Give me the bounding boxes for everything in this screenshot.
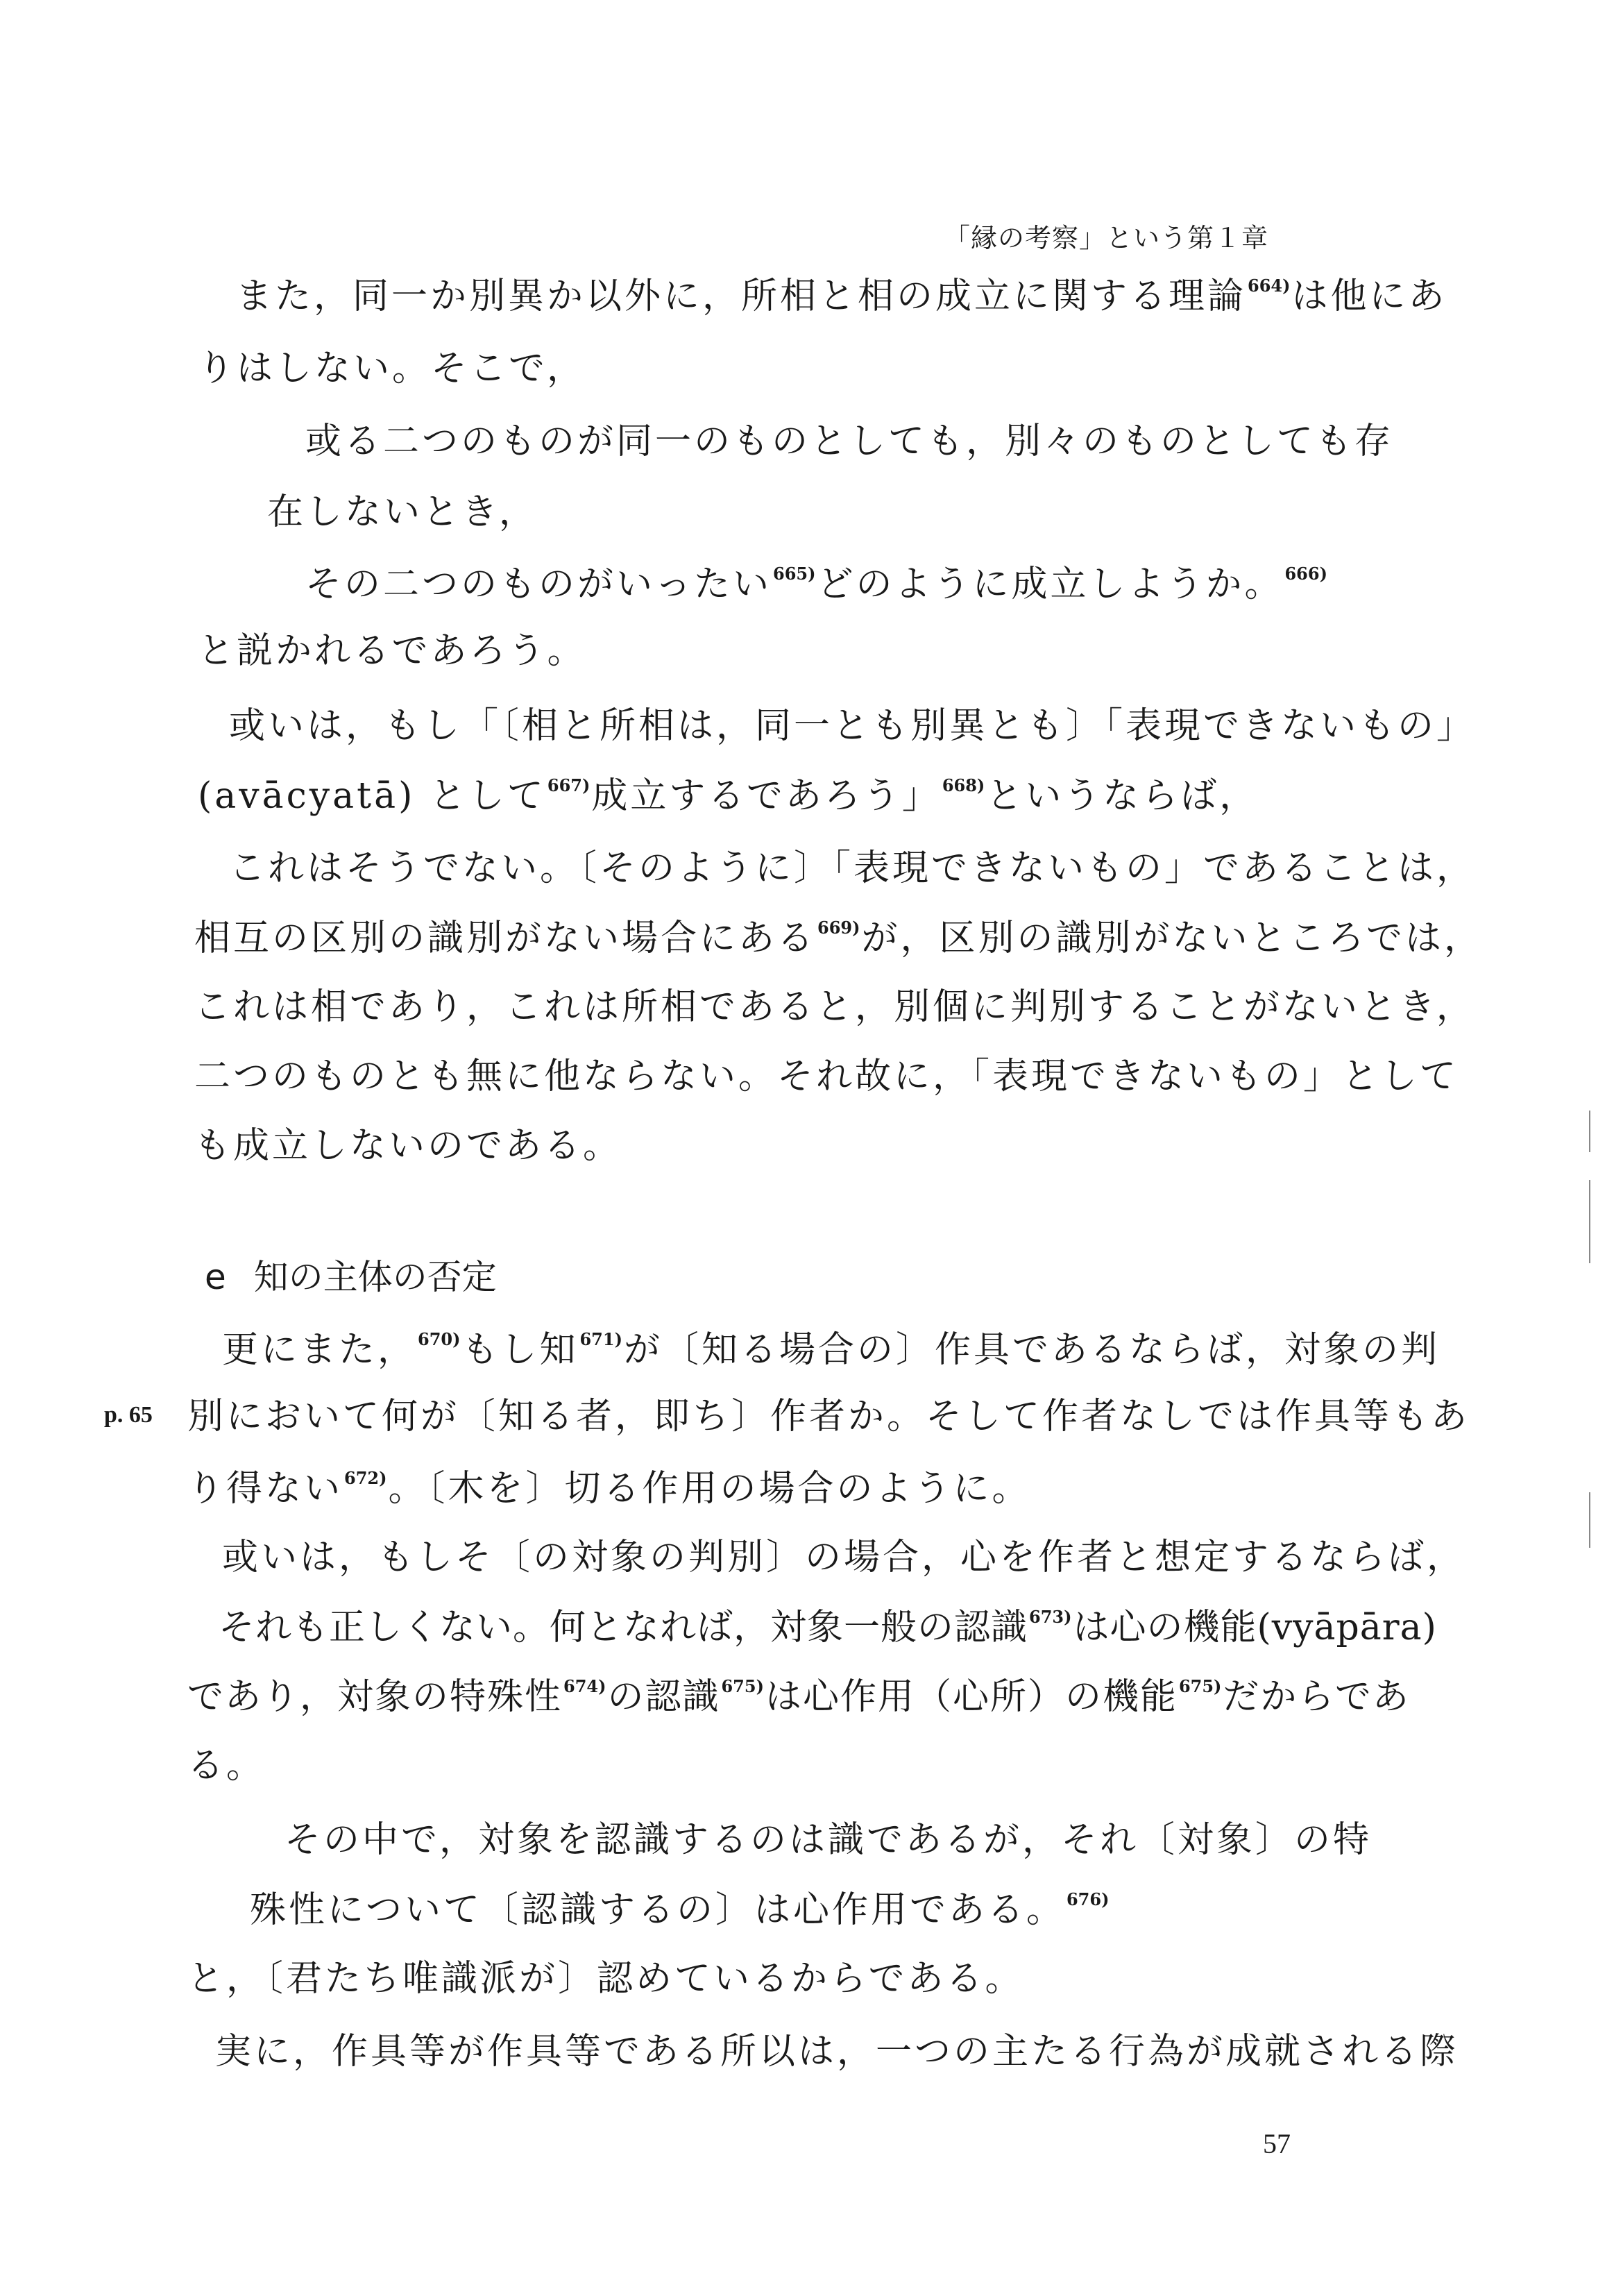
footnote-ref: 671) bbox=[579, 1329, 622, 1349]
verse-line bbox=[250, 1889, 1110, 1931]
section-letter: e bbox=[205, 1257, 226, 1297]
footnote-ref: 668) bbox=[942, 775, 985, 795]
text-line: 二つのものとも無に他ならない。それ故に，「表現できないもの」として bbox=[194, 1056, 1459, 1097]
text-segment: が，区別の識別がないところでは， bbox=[861, 918, 1483, 959]
text-line: これはそうでない。〔そのように〕「表現できないもの」であることは， bbox=[229, 847, 1476, 889]
verse-line: その中で，対象を認識するのは識であるが，それ〔対象〕の特 bbox=[284, 1819, 1372, 1861]
text-segment: 。〔木を〕切る作用の場合のように。 bbox=[388, 1468, 1031, 1510]
text-segment: 殊性について〔認識するの〕は心作用である。 bbox=[250, 1889, 1065, 1931]
verse-line: 在しないとき， bbox=[267, 491, 538, 533]
footnote-ref: 673) bbox=[1029, 1607, 1072, 1627]
section-title: 知の主体の否定 bbox=[253, 1257, 497, 1297]
footnote-ref: 665) bbox=[773, 564, 816, 584]
text-line bbox=[194, 918, 1483, 959]
text-segment: は他にあ bbox=[1291, 276, 1447, 317]
text-line: 或いは，もし「〔相と所相は，同一とも別異とも〕「表現できないもの」 bbox=[229, 705, 1476, 747]
text-segment: り得ない bbox=[187, 1468, 343, 1510]
text-line: 実に，作具等が作具等である所以は，一つの主たる行為が成就される際 bbox=[215, 2031, 1459, 2073]
text-line bbox=[187, 1676, 1410, 1718]
footnote-ref: 676) bbox=[1066, 1889, 1110, 1909]
text-segment: が〔知る場合の〕作具であるならば，対象の判 bbox=[623, 1329, 1440, 1371]
text-segment: その二つのものがいったい bbox=[305, 564, 772, 605]
scan-artifact bbox=[1589, 1111, 1590, 1152]
text-segment: は心の機能(vyāpāra) bbox=[1073, 1607, 1437, 1648]
footnote-ref: 664) bbox=[1248, 276, 1291, 296]
verse-line: 或る二つのものが同一のものとしても，別々のものとしても存 bbox=[305, 421, 1394, 462]
footnote-ref: 675) bbox=[1178, 1676, 1222, 1696]
text-segment: の認識 bbox=[607, 1676, 720, 1718]
text-line: る。 bbox=[187, 1745, 266, 1787]
text-segment: は心作用（心所）の機能 bbox=[765, 1676, 1178, 1718]
text-line bbox=[236, 276, 1447, 317]
text-line: 別において何が〔知る者，即ち〕作者か。そして作者なしでは作具等もあ bbox=[187, 1396, 1470, 1437]
footnote-ref: 667) bbox=[547, 775, 590, 795]
text-segment: というならば， bbox=[986, 775, 1259, 817]
text-segment: であり，対象の特殊性 bbox=[187, 1676, 563, 1718]
text-line bbox=[219, 1609, 1437, 1646]
text-line: これは相であり，これは所相であると，別個に判別することがないとき， bbox=[194, 986, 1475, 1028]
footnote-ref: 675) bbox=[721, 1676, 764, 1696]
text-line: りはしない。そこで， bbox=[198, 348, 586, 389]
text-segment: それも正しくない。何となれば，対象一般の認識 bbox=[219, 1607, 1028, 1648]
text-segment: また，同一か別異か以外に，所相と相の成立に関する理論 bbox=[236, 276, 1247, 317]
footnote-ref: 674) bbox=[563, 1676, 606, 1696]
scan-artifact bbox=[1589, 1180, 1590, 1263]
page-number: 57 bbox=[1263, 2128, 1291, 2159]
scan-artifact bbox=[1589, 1492, 1590, 1548]
text-line: も成立しないのである。 bbox=[194, 1125, 622, 1167]
text-segment: もし知 bbox=[461, 1329, 579, 1371]
text-line bbox=[222, 1329, 1440, 1371]
footnote-ref: 669) bbox=[817, 918, 860, 938]
running-header: 「縁の考察」という第１章 bbox=[944, 223, 1269, 253]
verse-line bbox=[305, 564, 1329, 605]
text-line: 或いは，もしそ〔の対象の判別〕の場合，心を作者と想定するならば， bbox=[222, 1537, 1466, 1578]
text-segment: 更にまた， bbox=[222, 1329, 417, 1371]
text-line bbox=[198, 775, 1259, 817]
footnote-ref: 670) bbox=[418, 1329, 461, 1349]
page-reference: p. 65 bbox=[104, 1402, 153, 1428]
text-line: と説かれるであろう。 bbox=[198, 630, 586, 672]
text-segment: どのように成立しようか。 bbox=[817, 564, 1284, 605]
text-segment: 成立するであろう」 bbox=[591, 775, 941, 817]
text-line bbox=[187, 1468, 1031, 1510]
section-heading bbox=[205, 1249, 497, 1299]
text-line: と，〔君たち唯識派が〕認めているからである。 bbox=[187, 1958, 1024, 2000]
text-segment: (avācyatā) として bbox=[198, 775, 546, 817]
text-segment: 相互の区別の識別がない場合にある bbox=[194, 918, 817, 959]
footnote-ref: 666) bbox=[1284, 564, 1327, 584]
text-segment: だからであ bbox=[1223, 1676, 1410, 1718]
footnote-ref: 672) bbox=[344, 1468, 387, 1488]
